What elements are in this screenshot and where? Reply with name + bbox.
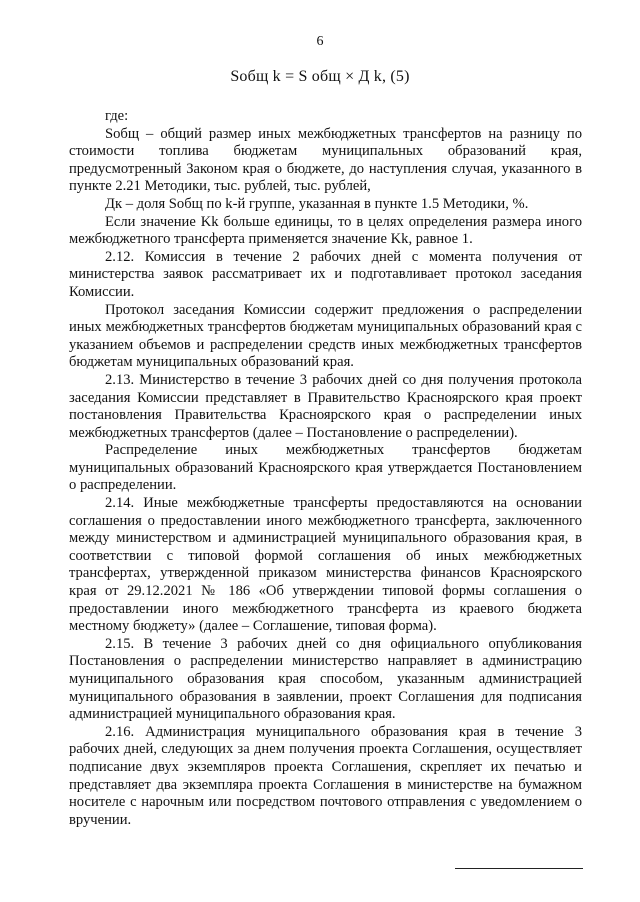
paragraph-where: где: (105, 108, 129, 124)
formula-5: Sобщ k = S общ × Д k, (5) (230, 68, 410, 85)
paragraph-2-15: 2.15. В течение 3 рабочих дней со дня официального опубликования Постановления о распределении министерство направляет в администрацию муниципального образования края способом, указанным администрацией муниципального образования в заявлении, проект Соглашения для подписания администрацией муниципального образования края. (69, 635, 582, 723)
body-text (69, 108, 582, 829)
paragraph-protocol: Протокол заседания Комиссии содержит предложения о распределении иных межбюджетных трансфертов бюджетам муниципальных образований края с указанием объемов и распределении средств иных межбюджетных трансфертов бюджетам муниципальных образований края. (69, 301, 582, 371)
page-number: 6 (316, 34, 324, 49)
paragraph-sobsh-definition: Sобщ – общий размер иных межбюджетных трансфертов на разницу по стоимости топлива бюджетам муниципальных образований края, предусмотренный Законом края о бюджете, до наступления случая, указанного в пункте 2.21 Методики, тыс. рублей, тыс. рублей, (69, 125, 582, 195)
paragraph-kk-condition: Если значение Kk больше единицы, то в целях определения размера иного межбюджетного трансферта применяется значение Kk, равное 1. (69, 213, 582, 248)
paragraph-dk-definition: Дк – доля Sобщ по k-й группе, указанная в пункте 1.5 Методики, %. (105, 195, 529, 212)
paragraph-2-16: 2.16. Администрация муниципального образования края в течение 3 рабочих дней, следующих за днем получения проекта Соглашения, осуществляет подписание двух экземпляров проекта Соглашения, скрепляет их печатью и представляет два экземпляра проекта Соглашения в министерстве на бумажном носителе с нарочным или посредством почтового отправления с уведомлением о вручении. (69, 723, 582, 828)
paragraph-2-12: 2.12. Комиссия в течение 2 рабочих дней с момента получения от министерства заявок рассматривает их и подготавливает протокол заседания Комиссии. (69, 248, 582, 300)
paragraph-2-14: 2.14. Иные межбюджетные трансферты предоставляются на основании соглашения о предоставлении иного межбюджетного трансферта, заключенного между министерством и администрацией муниципального образования края, в соответствии с типовой формой соглашения об иных межбюджетных трансфертах, утвержденной приказом министерства финансов Красноярского края от 29.12.2021 № 186 «Об утверждении типовой формы соглашения о предоставлении иного межбюджетного трансферта из краевого бюджета местному бюджету» (далее – Соглашение, типовая форма). (69, 495, 582, 635)
paragraph-2-13: 2.13. Министерство в течение 3 рабочих дней со дня получения протокола заседания Комиссии представляет в Правительство Красноярского края проект постановления Правительства Красноярского края о распределении иных межбюджетных трансфертов (далее – Постановление о распределении). (69, 371, 582, 441)
paragraph-distribution: Распределение иных межбюджетных трансфертов бюджетам муниципальных образований Красноярского края утверждается Постановлением о распределении. (69, 442, 582, 494)
footer-divider (455, 868, 583, 869)
